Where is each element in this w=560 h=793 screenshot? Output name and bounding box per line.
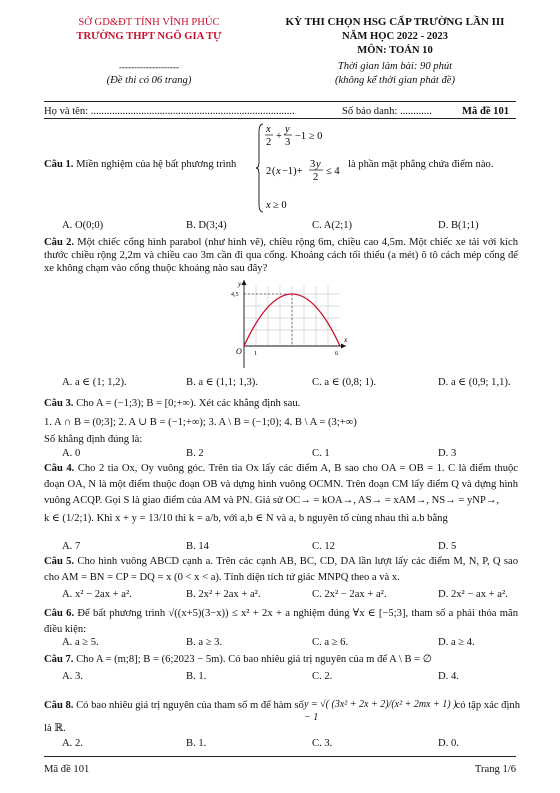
svg-text:2: 2	[266, 166, 272, 177]
question-2-option-c: C. a ∈ (0,8; 1).	[312, 377, 377, 388]
question-5-option-b: B. 2x² + 2ax + a².	[186, 589, 261, 600]
school-year: NĂM HỌC 2022 - 2023	[342, 31, 448, 42]
subject: MÔN: TOÁN 10	[357, 45, 433, 56]
svg-text:−1)+: −1)+	[282, 166, 303, 177]
student-id-field: Số báo danh: ............	[342, 106, 432, 117]
exam-title: KỲ THI CHỌN HSG CẤP TRƯỜNG LẦN III	[285, 16, 505, 28]
question-4-option-c: C. 12	[312, 541, 335, 552]
question-1-option-c: C. A(2;1)	[312, 220, 353, 231]
question-2-option-b: B. a ∈ (1,1; 1,3).	[186, 377, 258, 388]
question-6-option-a: A. a ≥ 5.	[62, 637, 99, 648]
svg-text:(: (	[272, 166, 276, 177]
question-8-text-after: có tập xác định	[455, 700, 520, 711]
figure-tick-4-5: 4,5	[231, 292, 239, 298]
figure-origin-label: O	[236, 347, 242, 356]
header-rule-bottom	[44, 118, 516, 119]
question-3-statements: 1. A ∩ B = (0;3]; 2. A ∪ B = (−1;+∞); 3. A \ B = (−1;0); 4. B \ A = (3;+∞)	[44, 417, 357, 428]
question-8-formula: y = √( (3x² + 2x + 2)/(x² + 2mx + 1) ) − 1	[304, 699, 457, 723]
svg-text:x: x	[276, 166, 281, 177]
footer-page-number: Trang 1/6	[474, 764, 516, 775]
svg-text:3: 3	[310, 159, 316, 170]
question-3-option-d: D. 3	[438, 448, 457, 459]
figure-tick-1: 1	[254, 350, 258, 357]
time-note: (không kể thời gian phát đề)	[334, 75, 456, 86]
figure-y-label: y	[238, 279, 242, 288]
school-name: TRƯỜNG THPT NGÔ GIA TỰ	[76, 31, 222, 42]
question-8-option-a: A. 2.	[62, 738, 83, 749]
question-4-option-a: A. 7	[62, 541, 81, 552]
question-4-text: Câu 4. Cho 2 tia Ox, Oy vuông góc. Trên tia Ox lấy các điểm A, B sao cho OA = OB = 1. C là điểm thuộc đoạn OA, N là một điểm thuộc đoạn OB và dựng hình vuông OCMN. Trên đoạn CM lấy điểm Q và dựng hình vuông ACQP. Gọi S là giao điểm của AM và PN. Giả sử OC→ = kOA→, AS→ = xAM→, NS→ = yNP→,	[44, 463, 519, 506]
question-4-text-2: k ∈ (1/2;1). Khi x + y = 13/10 thì k = a/b, với a,b ∈ N và a, b nguyên tố cùng nhau thì a.b bằng	[44, 513, 448, 524]
footer-exam-code: Mã đề 101	[44, 764, 90, 775]
student-name-field: Họ và tên: .............................................................................	[44, 106, 295, 117]
question-8-option-b: B. 1.	[186, 738, 207, 749]
figure-tick-6: 6	[335, 350, 339, 357]
question-3-count-text: Số khẳng định đúng là:	[44, 434, 143, 445]
question-1-option-a: A. O(0;0)	[62, 220, 104, 231]
svg-text:x: x	[266, 200, 271, 211]
svg-text:2: 2	[266, 137, 272, 148]
svg-text:≥ 0: ≥ 0	[273, 200, 287, 211]
question-3-text: Câu 3. Cho A = (−1;3); B = [0;+∞). Xét các khẳng định sau.	[44, 398, 301, 409]
question-6-text: Câu 6. Để bất phương trình √((x+5)(3−x)) ≤ x² + 2x + a nghiệm đúng ∀x ∈ [−5;3], tham số a phải thỏa mãn điều kiện:	[44, 608, 518, 635]
pages-note: (Đề thi có 06 trang)	[106, 75, 192, 86]
question-6-option-d: D. a ≥ 4.	[438, 637, 475, 648]
parabola-gate-figure	[230, 276, 356, 374]
question-6-option-b: B. a ≥ 3.	[186, 637, 223, 648]
svg-text:y: y	[285, 124, 290, 135]
question-5-option-c: C. 2x² − 2ax + a².	[312, 589, 387, 600]
header-rule-top	[44, 101, 516, 102]
question-3-option-b: B. 2	[186, 448, 204, 459]
time-limit: Thời gian làm bài: 90 phút	[337, 61, 453, 72]
question-4-option-b: B. 14	[186, 541, 209, 552]
question-1-system	[256, 122, 346, 214]
question-8-option-c: C. 3.	[312, 738, 333, 749]
question-3-option-a: A. 0	[62, 448, 81, 459]
question-7-option-d: D. 4.	[438, 671, 459, 682]
question-8-text: Câu 8. Có bao nhiêu giá trị nguyên của tham số m để hàm số	[44, 700, 304, 711]
question-7-text: Câu 7. Cho A = (m;8]; B = (6;2023 − 5m). Có bao nhiêu giá trị nguyên của m để A \ B = ∅	[44, 654, 433, 665]
question-2-option-a: A. a ∈ (1; 1,2).	[62, 377, 127, 388]
exam-code: Mã đề 101	[462, 106, 510, 117]
question-7-option-a: A. 3.	[62, 671, 83, 682]
question-3-option-c: C. 1	[312, 448, 330, 459]
question-2-option-d: D. a ∈ (0,9; 1,1).	[438, 377, 511, 388]
footer-rule	[44, 756, 516, 757]
question-1-text: Câu 1. Miền nghiệm của hệ bất phương trình	[44, 159, 237, 170]
question-6-option-c: C. a ≥ 6.	[312, 637, 349, 648]
question-4-option-d: D. 5	[438, 541, 457, 552]
svg-text:x: x	[266, 124, 271, 135]
question-1-option-d: D. B(1;1)	[438, 220, 479, 231]
svg-text:2: 2	[313, 172, 319, 183]
question-1-option-b: B. D(3;4)	[186, 220, 227, 231]
svg-text:+: +	[276, 131, 282, 142]
svg-text:y: y	[316, 159, 321, 170]
figure-x-label: x	[344, 335, 348, 344]
department-name: SỞ GD&ĐT TỈNH VĨNH PHÚC	[78, 17, 220, 28]
question-5-option-a: A. x² − 2ax + a².	[62, 589, 132, 600]
question-1-text-after: là phần mặt phẳng chứa điểm nào.	[348, 159, 494, 170]
question-2-text: Câu 2. Một chiếc cổng hình parabol (như hình vẽ), chiều rộng 6m, chiều cao 4,5m. Một chiếc xe tải với kích thước chiều rộng 2,2m và chiều cao 3m cần đi qua cổng. Khoảng cách tối thiểu (a mét) ô tô cách mép cổng để xe không chạm vào cổng thuộc khoảng nào sau đây?	[44, 237, 518, 275]
svg-text:3: 3	[285, 137, 291, 148]
svg-text:−1 ≥ 0: −1 ≥ 0	[295, 131, 323, 142]
question-5-option-d: D. 2x² − ax + a².	[438, 589, 508, 600]
question-7-option-b: B. 1.	[186, 671, 207, 682]
svg-text:≤ 4: ≤ 4	[326, 166, 340, 177]
question-8-text-2: là ℝ.	[44, 723, 66, 734]
header-dashes: --------------------	[119, 62, 179, 72]
question-7-option-c: C. 2.	[312, 671, 333, 682]
question-8-option-d: D. 0.	[438, 738, 459, 749]
question-5-text: Câu 5. Cho hình vuông ABCD cạnh a. Trên các cạnh AB, BC, CD, DA lần lượt lấy các điểm M, N, P, Q sao cho AM = BN = CP = DQ = x (0 < x < a). Tính diện tích tứ giác MNPQ theo a và x.	[44, 556, 518, 583]
